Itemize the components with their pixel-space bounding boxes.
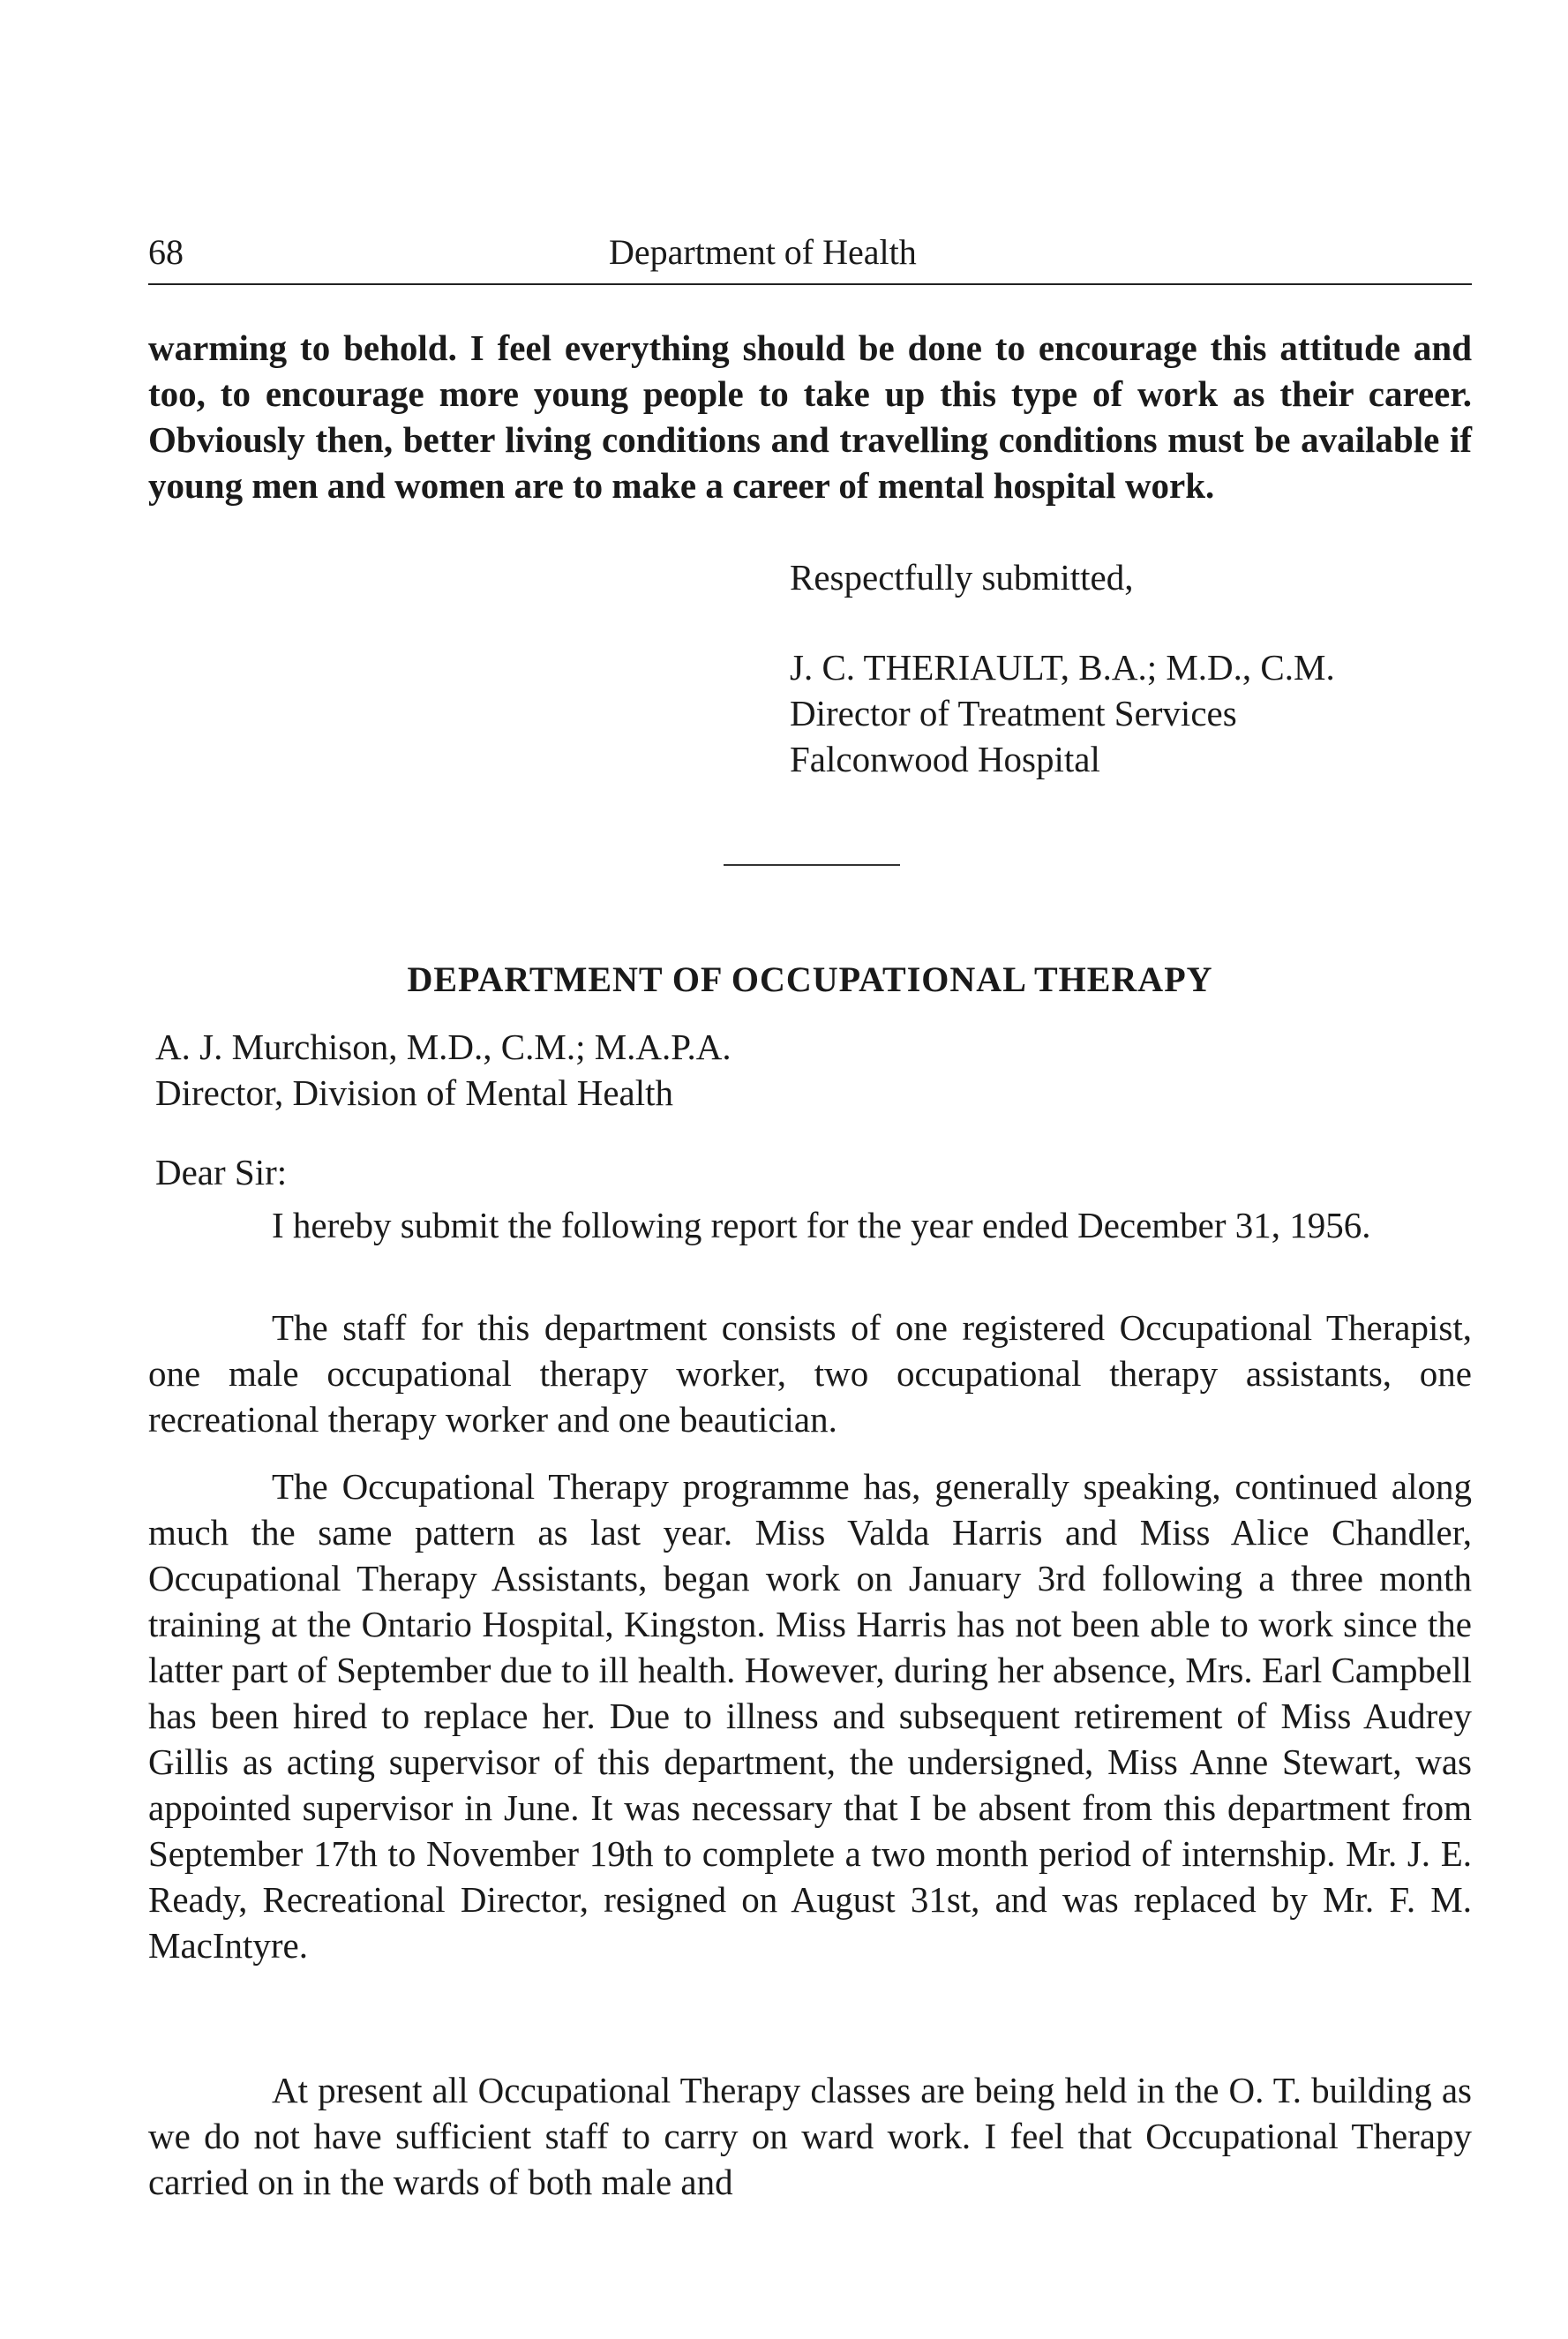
section-heading: DEPARTMENT OF OCCUPATIONAL THERAPY (407, 959, 1213, 999)
opening-paragraph: warming to behold. I feel everything should be done to encourage this attitude and too, to encourage more young people to take up this type of work as their career. Obviously then, better living conditions and travelling conditions must be available if young men and women are to make a career of mental hospital work. (148, 327, 1472, 506)
section-divider (724, 864, 900, 866)
addressee-name: A. J. Murchison, M.D., C.M.; M.A.P.A. (155, 1027, 731, 1067)
body-paragraph-2: The staff for this department consists of one registered Occupational Therapist, one male occupational therapy worker, two occupational therapy assistants, one recreational therapy worker and one beautician. (148, 1307, 1472, 1440)
closing-line: Respectfully submitted, (790, 557, 1134, 598)
signatory-institution: Falconwood Hospital (790, 739, 1100, 779)
body-paragraph-3: The Occupational Therapy programme has, generally speaking, continued along much the same pattern as last year. Miss Valda Harris and Miss Alice Chandler, Occupational Therapy Assistants, began work on January 3rd following a three month training at the Ontario Hospital, Kingston. Miss Harris has not been able to work since the latter part of September due to ill health. However, during her absence, Mrs. Earl Campbell has been hired to replace her. Due to illness and subsequent retirement of Miss Audrey Gillis as acting supervisor of this department, the undersigned, Miss Anne Stewart, was appointed supervisor in June. It was necessary that I be absent from this department from September 17th to November 19th to complete a two month period of internship. Mr. J. E. Ready, Recreational Director, resigned on August 31st, and was replaced by Mr. F. M. MacIntyre. (148, 1466, 1472, 1966)
body-paragraph-1: I hereby submit the following report for the year ended December 31, 1956. (272, 1205, 1371, 1245)
signatory-name: J. C. THERIAULT, B.A.; M.D., C.M. (790, 647, 1335, 688)
signature-block (790, 554, 1335, 782)
addressee-title: Director, Division of Mental Health (155, 1072, 674, 1113)
page-number: 68 (148, 232, 184, 272)
running-head (148, 226, 1472, 279)
header-title: Department of Health (609, 232, 917, 272)
header-rule (148, 283, 1472, 285)
body-paragraph-4: At present all Occupational Therapy classes are being held in the O. T. building as we do not have sufficient staff to carry on ward work. I feel that Occupational Therapy carried on in the wards of both male and (148, 2070, 1472, 2202)
salutation: Dear Sir: (155, 1152, 288, 1192)
signatory-position: Director of Treatment Services (790, 693, 1237, 733)
